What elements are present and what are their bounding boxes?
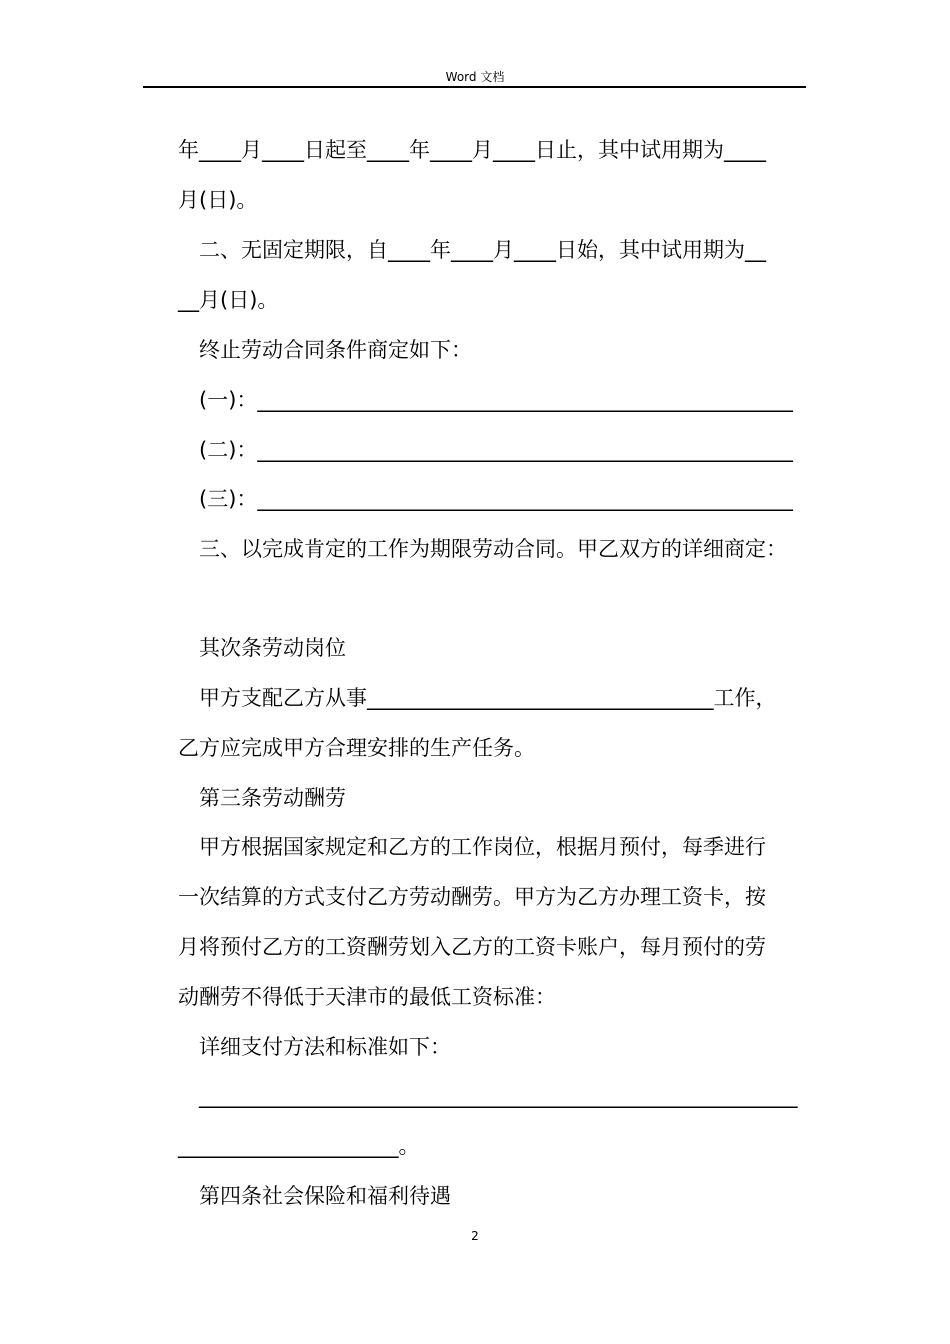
text-line: 甲方根据国家规定和乙方的工作岗位，根据月预付，每季进行 xyxy=(199,835,766,859)
text-line: 乙方应完成甲方合理安排的生产任务。 xyxy=(178,736,535,760)
header-divider xyxy=(143,86,806,88)
text-line: 甲方支配乙方从事_________________________________工作， xyxy=(199,686,777,710)
text-line: (二)：___________________________________________________ xyxy=(199,438,793,462)
text-line: (一)：___________________________________________________ xyxy=(199,388,793,412)
text-line: 详细支付方法和标准如下： xyxy=(199,1035,451,1059)
section-heading: 第三条劳动酬劳 xyxy=(199,786,346,810)
section-heading: 第四条社会保险和福利待遇 xyxy=(199,1184,451,1208)
section-heading: 其次条劳动岗位 xyxy=(199,636,346,660)
text-line: 动酬劳不得低于天津市的最低工资标准： xyxy=(178,985,556,1009)
text-line: 三、以完成肯定的工作为期限劳动合同。甲乙双方的详细商定： xyxy=(199,537,787,561)
text-line: (三)：___________________________________________________ xyxy=(199,487,793,511)
document-header: Word 文档 xyxy=(445,70,505,84)
text-line: 一次结算的方式支付乙方劳动酬劳。甲方为乙方办理工资卡，按 xyxy=(178,885,766,909)
page-number: 2 xyxy=(471,1229,479,1243)
text-line: __月(日)。 xyxy=(178,288,279,312)
text-line: 年____月____日起至____年____月____日止，其中试用期为____ xyxy=(178,138,766,162)
text-line: 月将预付乙方的工资酬劳划入乙方的工资卡账户，每月预付的劳 xyxy=(178,935,766,959)
text-line: 终止劳动合同条件商定如下： xyxy=(199,338,472,362)
blank-line: _________________________________________________________ xyxy=(199,1084,798,1108)
text-line: 二、无固定期限，自____年____月____日始，其中试用期为__ xyxy=(199,238,766,262)
blank-line: _____________________。 xyxy=(178,1134,420,1158)
text-line: 月(日)。 xyxy=(178,188,258,212)
